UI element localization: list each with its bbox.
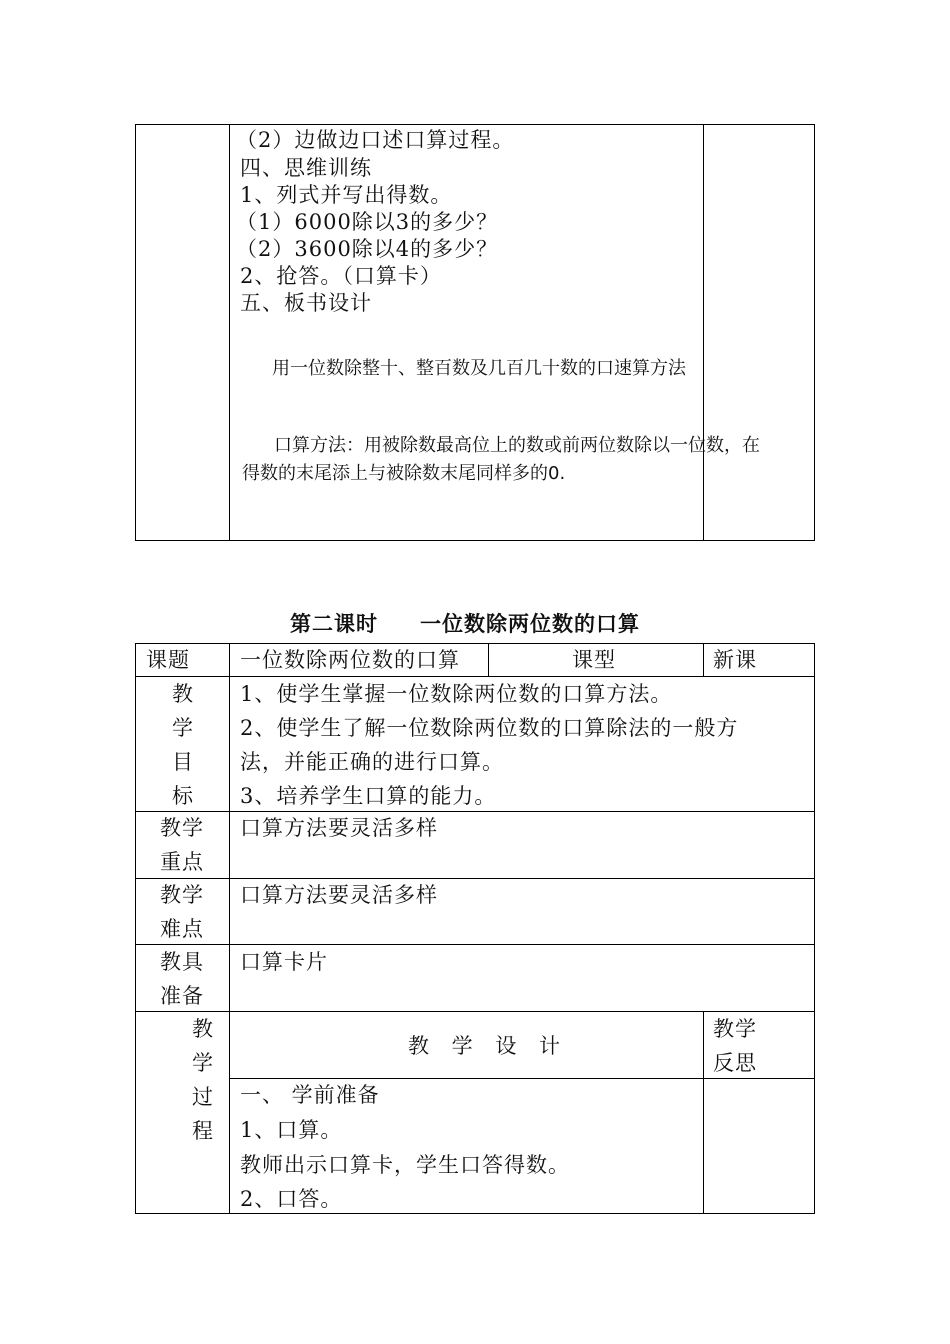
tools-label-line-2: 准备 <box>160 984 204 1008</box>
goals-label-char-3: 目 <box>172 750 194 774</box>
difficulty-label-line-1: 教学 <box>160 883 204 907</box>
lesson-heading-part-2: 一位数除两位数的口算 <box>420 611 640 636</box>
topic-label: 课题 <box>146 648 190 672</box>
process-line-1: 一、 学前准备 <box>240 1083 380 1107</box>
key-value: 口算方法要灵活多样 <box>240 816 438 840</box>
goals-label-char-2: 学 <box>172 716 194 740</box>
process-label-char-4: 程 <box>192 1119 214 1143</box>
process-label-char-3: 过 <box>192 1085 214 1109</box>
process-line-4: 2、口答。 <box>240 1187 343 1211</box>
goals-label-char-1: 教 <box>172 682 194 706</box>
table1-line-2: 四、思维训练 <box>240 156 372 180</box>
table1-line-1: （2）边做边口述口算过程。 <box>236 128 515 152</box>
table1-line-3: 1、列式并写出得数。 <box>240 183 453 207</box>
goal-line-3: 法，并能正确的进行口算。 <box>240 750 504 774</box>
goal-line-1: 1、使学生掌握一位数除两位数的口算方法。 <box>240 682 673 706</box>
lesson-heading-part-1: 第二课时 <box>290 611 378 636</box>
process-label-char-2: 学 <box>192 1051 214 1075</box>
difficulty-value: 口算方法要灵活多样 <box>240 883 438 907</box>
key-label-line-2: 重点 <box>160 850 204 874</box>
difficulty-label-line-2: 难点 <box>160 917 204 941</box>
type-value: 新课 <box>713 648 757 672</box>
process-label-char-1: 教 <box>192 1017 214 1041</box>
table1-line-7: 五、板书设计 <box>240 291 372 315</box>
goal-line-2: 2、使学生了解一位数除两位数的口算除法的一般方 <box>240 716 739 740</box>
tools-label-line-1: 教具 <box>160 950 204 974</box>
table1-line-5: （2）3600除以4的多少？ <box>236 237 499 261</box>
reflection-label-line-1: 教学 <box>713 1017 757 1041</box>
tools-value: 口算卡片 <box>240 950 328 974</box>
key-label-line-1: 教学 <box>160 816 204 840</box>
design-header: 教 学 设 计 <box>408 1034 565 1058</box>
topic-value: 一位数除两位数的口算 <box>240 648 460 672</box>
board-title: 用一位数除整十、整百数及几百几十数的口速算方法 <box>272 358 686 379</box>
table1-line-4: （1）6000除以3的多少？ <box>236 210 499 234</box>
process-line-2: 1、口算。 <box>240 1118 343 1142</box>
table1-line-6: 2、抢答。（口算卡） <box>240 264 442 288</box>
type-label: 课型 <box>572 648 616 672</box>
board-method-line-1: 口算方法：用被除数最高位上的数或前两位数除以一位数，在 <box>274 435 760 456</box>
goals-label-char-4: 标 <box>172 784 194 808</box>
board-method-line-2: 得数的末尾添上与被除数末尾同样多的0. <box>242 463 566 484</box>
reflection-label-line-2: 反思 <box>713 1051 757 1075</box>
process-line-3: 教师出示口算卡，学生口答得数。 <box>240 1153 570 1177</box>
goal-line-4: 3、培养学生口算的能力。 <box>240 784 497 808</box>
